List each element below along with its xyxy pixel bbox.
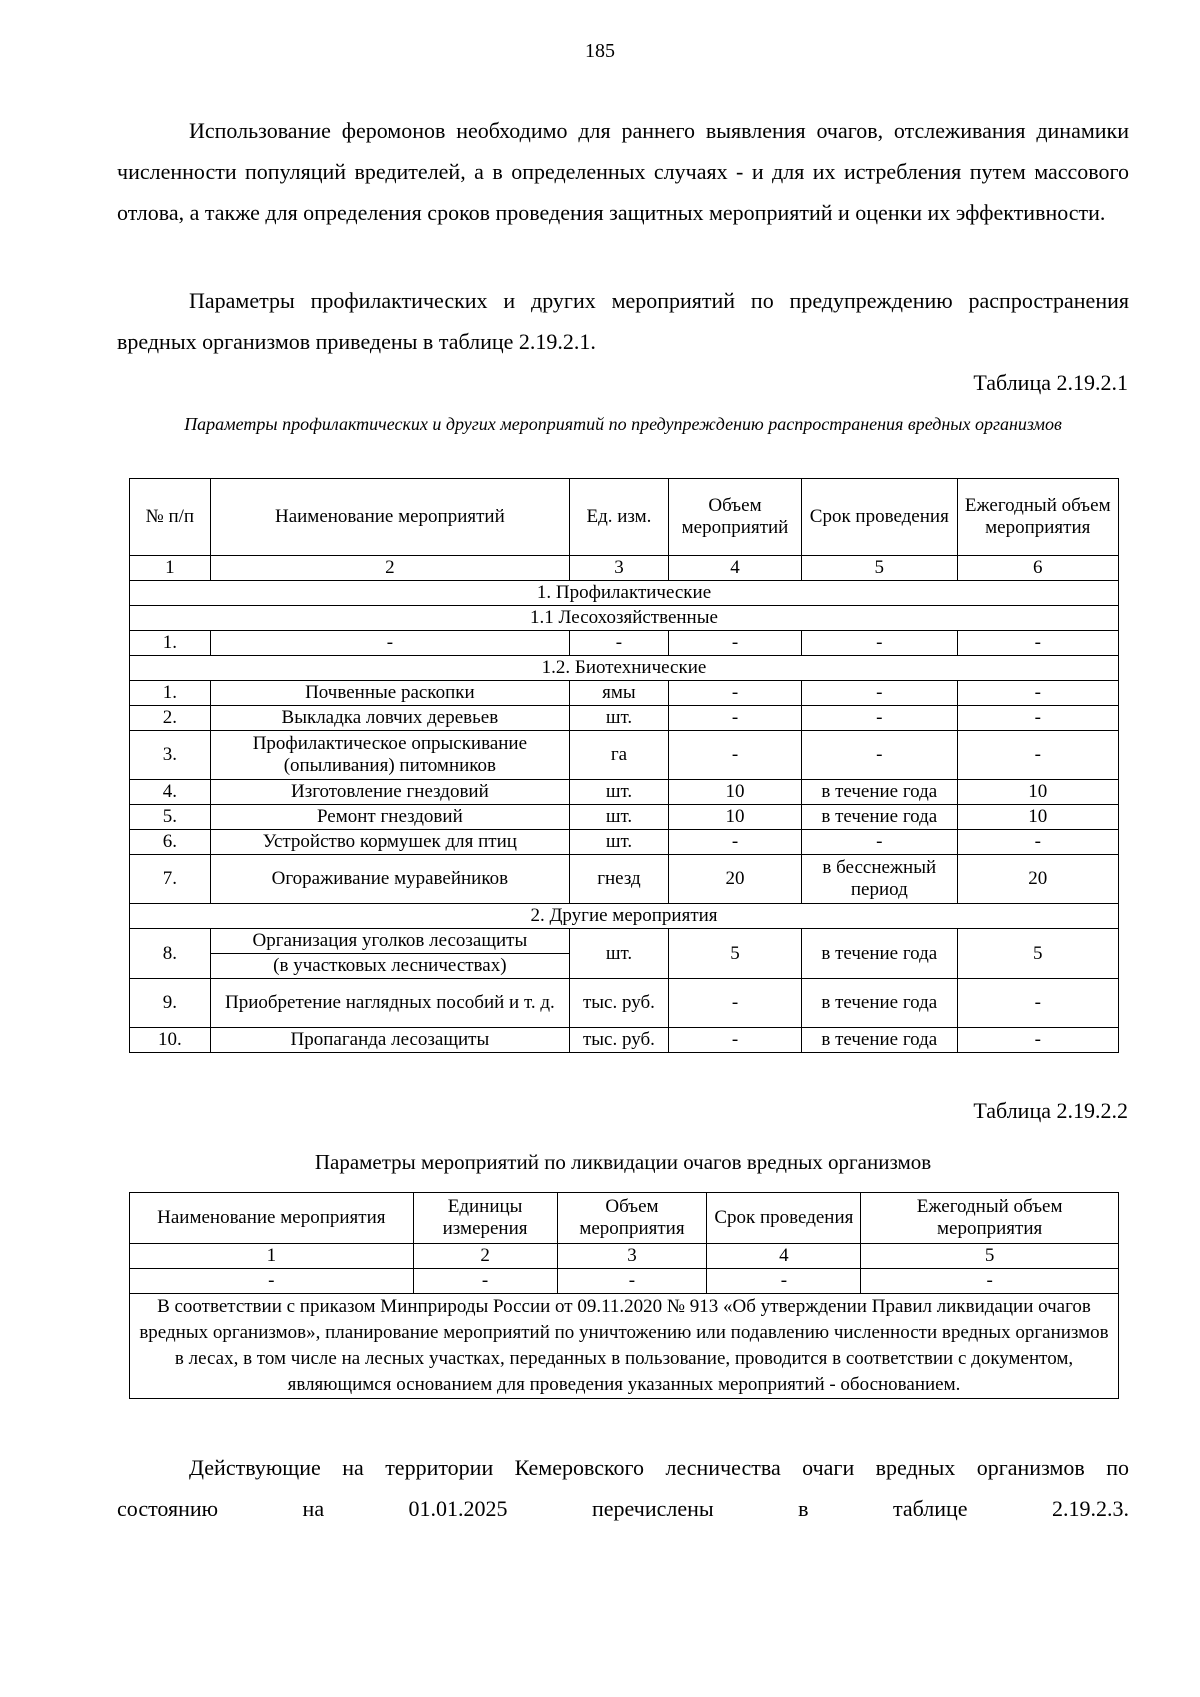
- table-cell: -: [668, 681, 801, 706]
- header-cell: № п/п: [130, 479, 211, 556]
- subsection-row: [130, 656, 1119, 681]
- table-cell: 3.: [130, 731, 211, 780]
- table-cell: 1.: [130, 681, 211, 706]
- table-cell: Профилактическое опрыскивание (опыливания) питомников: [210, 731, 569, 780]
- table-cell: 3: [557, 1244, 707, 1269]
- header-cell: Наименование мероприятий: [210, 479, 569, 556]
- table-cell: Ремонт гнездовий: [210, 805, 569, 830]
- table-cell: -: [802, 830, 957, 855]
- table-cell: ямы: [570, 681, 669, 706]
- table-cell: 5: [802, 556, 957, 581]
- table-cell: шт.: [570, 929, 669, 979]
- table-cell: 2: [210, 556, 569, 581]
- subsection-row: [130, 606, 1119, 631]
- table-cell: -: [413, 1269, 557, 1294]
- table-cell: -: [957, 731, 1119, 780]
- table-cell: Огораживание муравейников: [210, 855, 569, 904]
- table-cell: в течение года: [802, 979, 957, 1028]
- table-cell: -: [668, 1028, 801, 1053]
- table-cell: Приобретение наглядных пособий и т. д.: [210, 979, 569, 1028]
- table-header-row: [130, 479, 1119, 556]
- table-cell: -: [210, 631, 569, 656]
- table-cell: 10: [957, 805, 1119, 830]
- table-header-row: [130, 1193, 1119, 1244]
- table-cell: 5: [957, 929, 1119, 979]
- header-cell: Наименование мероприятия: [130, 1193, 414, 1244]
- table-cell: -: [957, 979, 1119, 1028]
- header-cell: Объем мероприятий: [668, 479, 801, 556]
- header-cell: Срок проведения: [707, 1193, 861, 1244]
- note-row: [130, 1294, 1119, 1399]
- table1-title: Параметры профилактических и других мероприятий по предупреждению распространения вредных организмов: [184, 414, 1062, 434]
- table-cell: (в участковых лесничествах): [210, 954, 569, 979]
- table-cell: 2: [413, 1244, 557, 1269]
- table-cell: в течение года: [802, 780, 957, 805]
- table-row: [130, 706, 1119, 731]
- table-cell: 1: [130, 556, 211, 581]
- table-cell: -: [130, 1269, 414, 1294]
- paragraph-foci-line2: состоянию на 01.01.2025 перечислены в таблице 2.19.2.3.: [117, 1496, 1129, 1521]
- table-cell: 4.: [130, 780, 211, 805]
- header-cell: Ежегодный объем мероприятия: [957, 479, 1119, 556]
- table-row: [130, 731, 1119, 780]
- column-number-row: [130, 556, 1119, 581]
- table-cell: 1.: [130, 631, 211, 656]
- table-cell: 7.: [130, 855, 211, 904]
- table-cell: -: [957, 681, 1119, 706]
- table-cell: 10: [668, 805, 801, 830]
- table-cell: 4: [668, 556, 801, 581]
- table-cell: -: [557, 1269, 707, 1294]
- table-cell: -: [668, 830, 801, 855]
- table-cell: -: [957, 706, 1119, 731]
- table-cell: -: [957, 631, 1119, 656]
- table-cell: Почвенные раскопки: [210, 681, 569, 706]
- table-row: [130, 805, 1119, 830]
- table-cell: 3: [570, 556, 669, 581]
- table-cell: га: [570, 731, 669, 780]
- header-cell: Единицы измерения: [413, 1193, 557, 1244]
- regulation-note: В соответствии с приказом Минприроды России от 09.11.2020 № 913 «Об утверждении Правил ликвидации очагов вредных организмов», планирование мероприятий по уничтожению или подавлению численности вредных организмов в лесах, в том числе на лесных участках, переданных в пользование, проводится в соответствии с документом, являющимся основанием для проведения указанных мероприятий - обоснованием.: [130, 1294, 1119, 1399]
- table-cell: в течение года: [802, 1028, 957, 1053]
- table-cell: -: [957, 830, 1119, 855]
- table-cell: в бесснежный период: [802, 855, 957, 904]
- section-heading: 1. Профилактические: [130, 581, 1119, 606]
- table-cell: -: [668, 979, 801, 1028]
- table-cell: тыс. руб.: [570, 1028, 669, 1053]
- section-row: [130, 581, 1119, 606]
- table-cell: 20: [668, 855, 801, 904]
- table-cell: гнезд: [570, 855, 669, 904]
- table2-title: Параметры мероприятий по ликвидации очагов вредных организмов: [314, 1150, 932, 1174]
- table-row: [130, 1269, 1119, 1294]
- table-cell: Выкладка ловчих деревьев: [210, 706, 569, 731]
- table-cell: 9.: [130, 979, 211, 1028]
- table-cell: -: [802, 681, 957, 706]
- table-cell: -: [668, 706, 801, 731]
- table-cell: 5: [861, 1244, 1119, 1269]
- table-cell: 10: [668, 780, 801, 805]
- table-cell: 5.: [130, 805, 211, 830]
- table-cell: Пропаганда лесозащиты: [210, 1028, 569, 1053]
- table-cell: 4: [707, 1244, 861, 1269]
- paragraph-parameters-intro: Параметры профилактических и других мероприятий по предупреждению распространения вредных организмов приведены в таблице 2.19.2.1.: [117, 288, 1129, 354]
- table-cell: в течение года: [802, 805, 957, 830]
- table-cell: -: [802, 731, 957, 780]
- header-cell: Срок проведения: [802, 479, 957, 556]
- table-cell: шт.: [570, 706, 669, 731]
- table-cell: Устройство кормушек для птиц: [210, 830, 569, 855]
- table-row: [130, 929, 1119, 954]
- table-cell: -: [570, 631, 669, 656]
- table-cell: 1: [130, 1244, 414, 1269]
- section-row: [130, 904, 1119, 929]
- table-cell: -: [861, 1269, 1119, 1294]
- table-cell: шт.: [570, 830, 669, 855]
- table-cell: 8.: [130, 929, 211, 979]
- table-cell: -: [802, 631, 957, 656]
- table-cell: -: [707, 1269, 861, 1294]
- table-row: [130, 681, 1119, 706]
- table-cell: -: [668, 631, 801, 656]
- table-cell: шт.: [570, 805, 669, 830]
- table-cell: Организация уголков лесозащиты: [210, 929, 569, 954]
- table-row: [130, 1028, 1119, 1053]
- section-heading: 2. Другие мероприятия: [130, 904, 1119, 929]
- table-cell: 6: [957, 556, 1119, 581]
- subsection-heading: 1.1 Лесохозяйственные: [130, 606, 1119, 631]
- column-number-row: [130, 1244, 1119, 1269]
- table-cell: -: [668, 731, 801, 780]
- table1-caption: Таблица 2.19.2.1: [973, 370, 1128, 395]
- table-cell: в течение года: [802, 929, 957, 979]
- table-row: [130, 631, 1119, 656]
- subsection-heading: 1.2. Биотехнические: [130, 656, 1119, 681]
- table-cell: -: [802, 706, 957, 731]
- table-cell: шт.: [570, 780, 669, 805]
- header-cell: Объем мероприятия: [557, 1193, 707, 1244]
- prevention-measures-table: [129, 478, 1119, 1053]
- table-cell: 20: [957, 855, 1119, 904]
- table-row: [130, 979, 1119, 1028]
- table-cell: -: [957, 1028, 1119, 1053]
- table-cell: 10.: [130, 1028, 211, 1053]
- paragraph-pheromones: Использование феромонов необходимо для раннего выявления очагов, отслеживания динамики численности популяций вредителей, а в определенных случаях - и для их истребления путем массового отлова, а также для определения сроков проведения защитных мероприятий и оценки их эффективности.: [117, 118, 1129, 225]
- header-cell: Ед. изм.: [570, 479, 669, 556]
- table-cell: 6.: [130, 830, 211, 855]
- table-cell: 2.: [130, 706, 211, 731]
- page-number: 185: [585, 40, 615, 62]
- table-row: [130, 830, 1119, 855]
- table-row: [130, 855, 1119, 904]
- table-cell: 5: [668, 929, 801, 979]
- table-cell: Изготовление гнездовий: [210, 780, 569, 805]
- table-row: [130, 780, 1119, 805]
- header-cell: Ежегодный объем мероприятия: [861, 1193, 1119, 1244]
- table-cell: 10: [957, 780, 1119, 805]
- paragraph-foci-line1: Действующие на территории Кемеровского лесничества очаги вредных организмов по: [189, 1455, 1129, 1480]
- liquidation-measures-table: [129, 1192, 1119, 1399]
- table-cell: тыс. руб.: [570, 979, 669, 1028]
- table2-caption: Таблица 2.19.2.2: [973, 1098, 1128, 1123]
